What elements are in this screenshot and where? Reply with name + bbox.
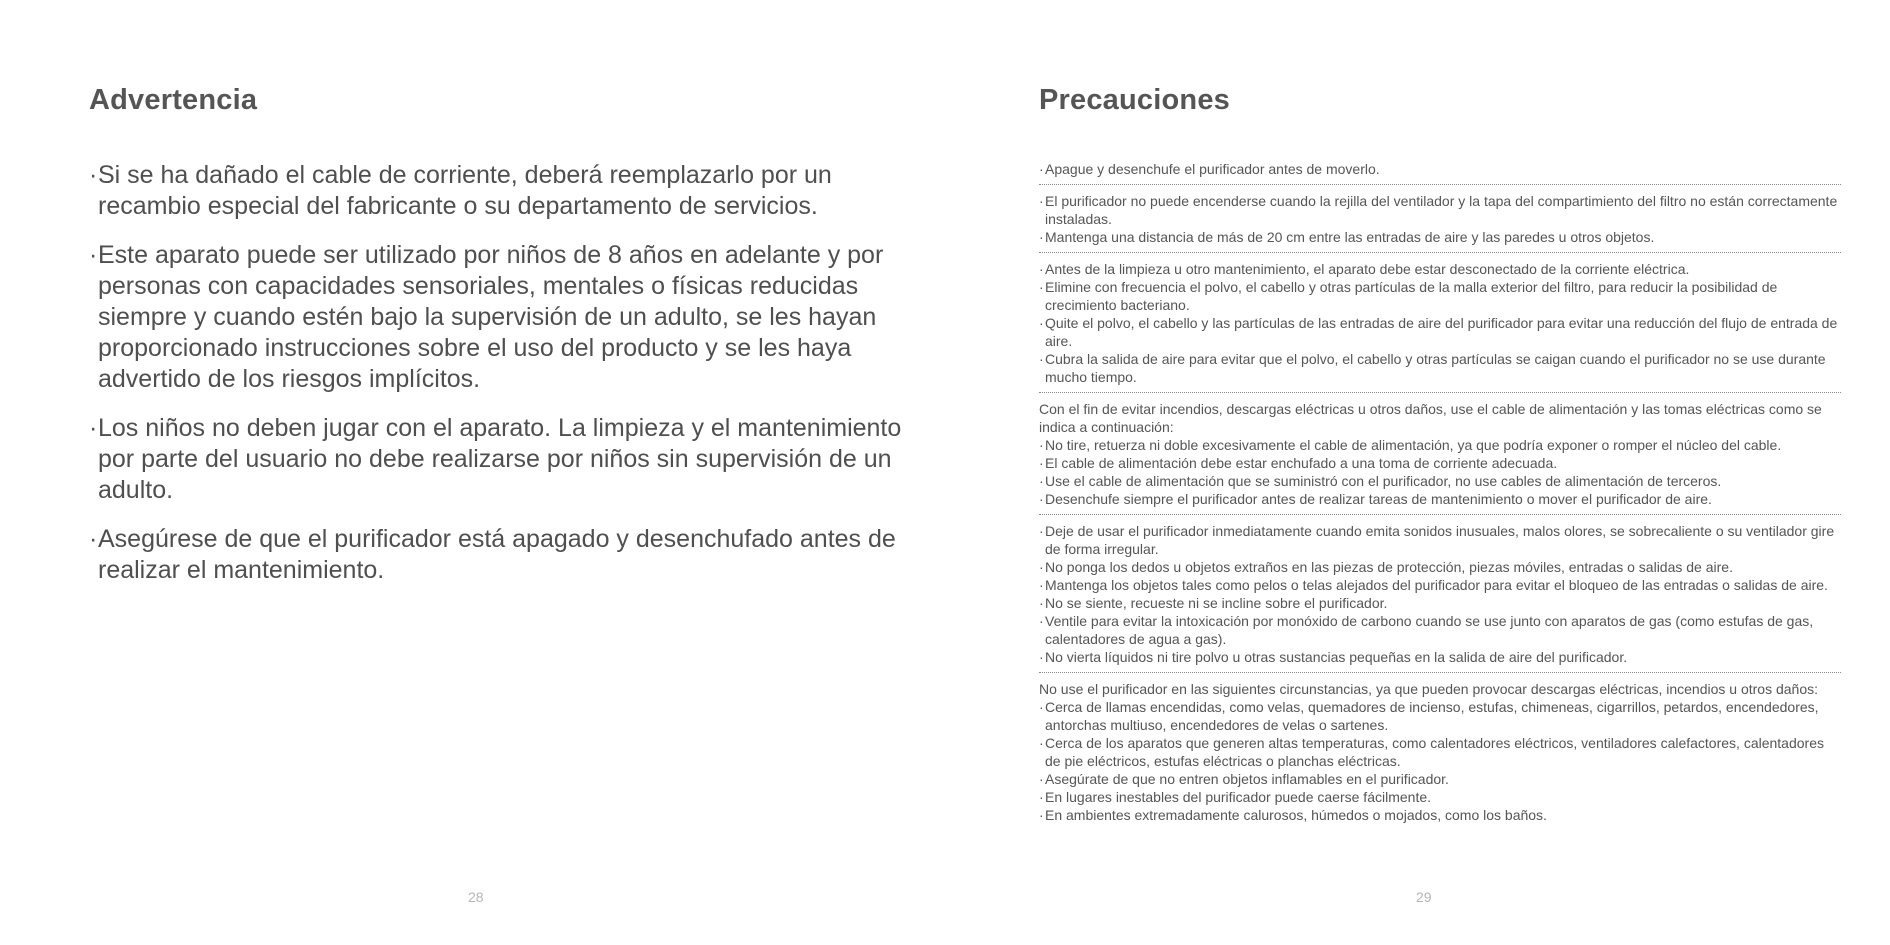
precaution-text: Use el cable de alimentación que se suministró con el purificador, no use cables de alimentación de terceros. — [1045, 473, 1722, 489]
precaution-text: Deje de usar el purificador inmediatamente cuando emita sonidos inusuales, malos olores, se sobrecaliente o su ventilador gire de forma irregular. — [1045, 523, 1835, 557]
precaution-text: Mantenga los objetos tales como pelos o telas alejados del purificador para evitar el bloqueo de las entradas o salidas de aire. — [1045, 577, 1828, 593]
precaution-text: En lugares inestables del purificador puede caerse fácilmente. — [1045, 789, 1432, 805]
bullet-dot: · — [89, 414, 98, 442]
precaution-text: El cable de alimentación debe estar enchufado a una toma de corriente adecuada. — [1045, 455, 1558, 471]
bullet-dot: · — [89, 525, 98, 553]
bullet-dot: · — [1039, 699, 1044, 715]
precaution-text: No tire, retuerza ni doble excesivamente el cable de alimentación, ya que podría exponer o romper el núcleo del cable. — [1045, 437, 1782, 453]
precaution-item — [1039, 260, 1841, 278]
precaution-item — [1039, 490, 1841, 508]
warning-text: Si se ha dañado el cable de corriente, deberá reemplazarlo por un recambio especial del fabricante o su departamento de servicios. — [98, 161, 832, 220]
bullet-dot: · — [1039, 351, 1044, 367]
precaution-item — [1039, 648, 1841, 666]
precaution-item — [1039, 522, 1841, 558]
precaution-item — [1039, 472, 1841, 490]
bullet-dot: · — [1039, 559, 1044, 575]
warning-item — [89, 240, 909, 395]
bullet-dot: · — [1039, 229, 1044, 245]
bullet-dot: · — [1039, 577, 1044, 593]
warning-item — [89, 524, 909, 586]
bullet-dot: · — [1039, 261, 1044, 277]
precaution-item — [1039, 576, 1841, 594]
precaution-item — [1039, 228, 1841, 246]
precaution-text: Cerca de llamas encendidas, como velas, quemadores de incienso, estufas, chimeneas, cigarrillos, petardos, encendedores, antorchas multiuso, encendedores de velas o sartenes. — [1045, 699, 1819, 733]
precaution-item — [1039, 734, 1841, 770]
bullet-dot: · — [1039, 315, 1044, 331]
precaution-text: No se siente, recueste ni se incline sobre el purificador. — [1045, 595, 1388, 611]
precaution-intro — [1039, 680, 1841, 698]
precaution-block — [1039, 160, 1841, 185]
precaution-item — [1039, 788, 1841, 806]
precaution-item — [1039, 558, 1841, 576]
precaution-text: Apague y desenchufe el purificador antes de moverlo. — [1045, 161, 1380, 177]
precaution-text: No ponga los dedos u objetos extraños en las piezas de protección, piezas móviles, entradas o salidas de aire. — [1045, 559, 1733, 575]
bullet-dot: · — [1039, 193, 1044, 209]
bullet-dot: · — [1039, 735, 1044, 751]
precaution-text: Cubra la salida de aire para evitar que el polvo, el cabello y otras partículas se caigan cuando el purificador no se use durante mucho tiempo. — [1045, 351, 1826, 385]
bullet-dot: · — [1039, 771, 1044, 787]
precaution-block — [1039, 680, 1841, 830]
page-number-right: 29 — [1416, 889, 1432, 905]
precaution-text: El purificador no puede encenderse cuando la rejilla del ventilador y la tapa del compartimiento del filtro no están correctamente instaladas. — [1045, 193, 1838, 227]
warning-item — [89, 160, 909, 222]
precaution-item — [1039, 350, 1841, 386]
page-title-advertencia: Advertencia — [89, 84, 258, 116]
bullet-dot: · — [1039, 595, 1044, 611]
precaution-item — [1039, 278, 1841, 314]
bullet-dot: · — [89, 161, 98, 189]
precaution-text: Antes de la limpieza u otro mantenimiento, el aparato debe estar desconectado de la corriente eléctrica. — [1045, 261, 1690, 277]
precaution-block — [1039, 260, 1841, 393]
warning-text: Los niños no deben jugar con el aparato. La limpieza y el mantenimiento por parte del usuario no debe realizarse por niños sin supervisión de un adulto. — [98, 414, 902, 504]
precaution-block — [1039, 192, 1841, 253]
warning-item — [89, 413, 909, 506]
precaution-item — [1039, 454, 1841, 472]
precaution-item — [1039, 436, 1841, 454]
bullet-dot: · — [1039, 523, 1044, 539]
warning-list — [89, 160, 909, 604]
precaution-item — [1039, 806, 1841, 824]
precaution-text: Desenchufe siempre el purificador antes de realizar tareas de mantenimiento o mover el purificador de aire. — [1045, 491, 1712, 507]
precaution-block — [1039, 522, 1841, 673]
precaution-text: Ventile para evitar la intoxicación por monóxido de carbono cuando se use junto con aparatos de gas (como estufas de gas, calentadores de agua a gas). — [1045, 613, 1814, 647]
precaution-text: Mantenga una distancia de más de 20 cm entre las entradas de aire y las paredes u otros objetos. — [1045, 229, 1655, 245]
bullet-dot: · — [1039, 279, 1044, 295]
page-number-left: 28 — [468, 889, 484, 905]
bullet-dot: · — [1039, 491, 1044, 507]
precaution-text: Quite el polvo, el cabello y las partículas de las entradas de aire del purificador para evitar una reducción del flujo de entrada de aire. — [1045, 315, 1838, 349]
precaution-block — [1039, 400, 1841, 515]
precaution-text: Cerca de los aparatos que generen altas temperaturas, como calentadores eléctricos, ventiladores calefactores, calentadores de pie eléctricos, estufas eléctricas o planchas eléctricas. — [1045, 735, 1824, 769]
precaution-item — [1039, 594, 1841, 612]
precaution-item — [1039, 612, 1841, 648]
precaution-text: Elimine con frecuencia el polvo, el cabello y otras partículas de la malla exterior del filtro, para reducir la posibilidad de crecimiento bacteriano. — [1045, 279, 1778, 313]
bullet-dot: · — [1039, 807, 1044, 823]
precaution-text: No use el purificador en las siguientes circunstancias, ya que pueden provocar descargas eléctricas, incendios u otros daños: — [1039, 681, 1818, 697]
precaution-text: Con el fin de evitar incendios, descargas eléctricas u otros daños, use el cable de alimentación y las tomas eléctricas como se indica a continuación: — [1039, 401, 1822, 435]
bullet-dot: · — [1039, 161, 1044, 177]
precaution-text: Asegúrate de que no entren objetos inflamables en el purificador. — [1045, 771, 1449, 787]
precaution-item — [1039, 314, 1841, 350]
warning-text: Asegúrese de que el purificador está apagado y desenchufado antes de realizar el mantenimiento. — [98, 525, 896, 584]
precaution-item — [1039, 770, 1841, 788]
precaution-text: En ambientes extremadamente calurosos, húmedos o mojados, como los baños. — [1045, 807, 1547, 823]
bullet-dot: · — [1039, 789, 1044, 805]
bullet-dot: · — [89, 241, 98, 269]
bullet-dot: · — [1039, 649, 1044, 665]
precaution-text: No vierta líquidos ni tire polvo u otras sustancias pequeñas en la salida de aire del purificador. — [1045, 649, 1628, 665]
bullet-dot: · — [1039, 437, 1044, 453]
right-page — [945, 0, 1890, 945]
page-title-precauciones: Precauciones — [1039, 84, 1230, 116]
precaution-item — [1039, 192, 1841, 228]
bullet-dot: · — [1039, 473, 1044, 489]
precaution-item — [1039, 698, 1841, 734]
bullet-dot: · — [1039, 455, 1044, 471]
precautions-list — [1039, 160, 1841, 837]
precaution-item — [1039, 160, 1841, 178]
precaution-intro — [1039, 400, 1841, 436]
bullet-dot: · — [1039, 613, 1044, 629]
warning-text: Este aparato puede ser utilizado por niños de 8 años en adelante y por personas con capacidades sensoriales, mentales o físicas reducidas siempre y cuando estén bajo la supervisión de un adulto, se les hayan proporcionado instrucciones sobre el uso del producto y se les haya advertido de los riesgos implícitos. — [98, 241, 884, 393]
